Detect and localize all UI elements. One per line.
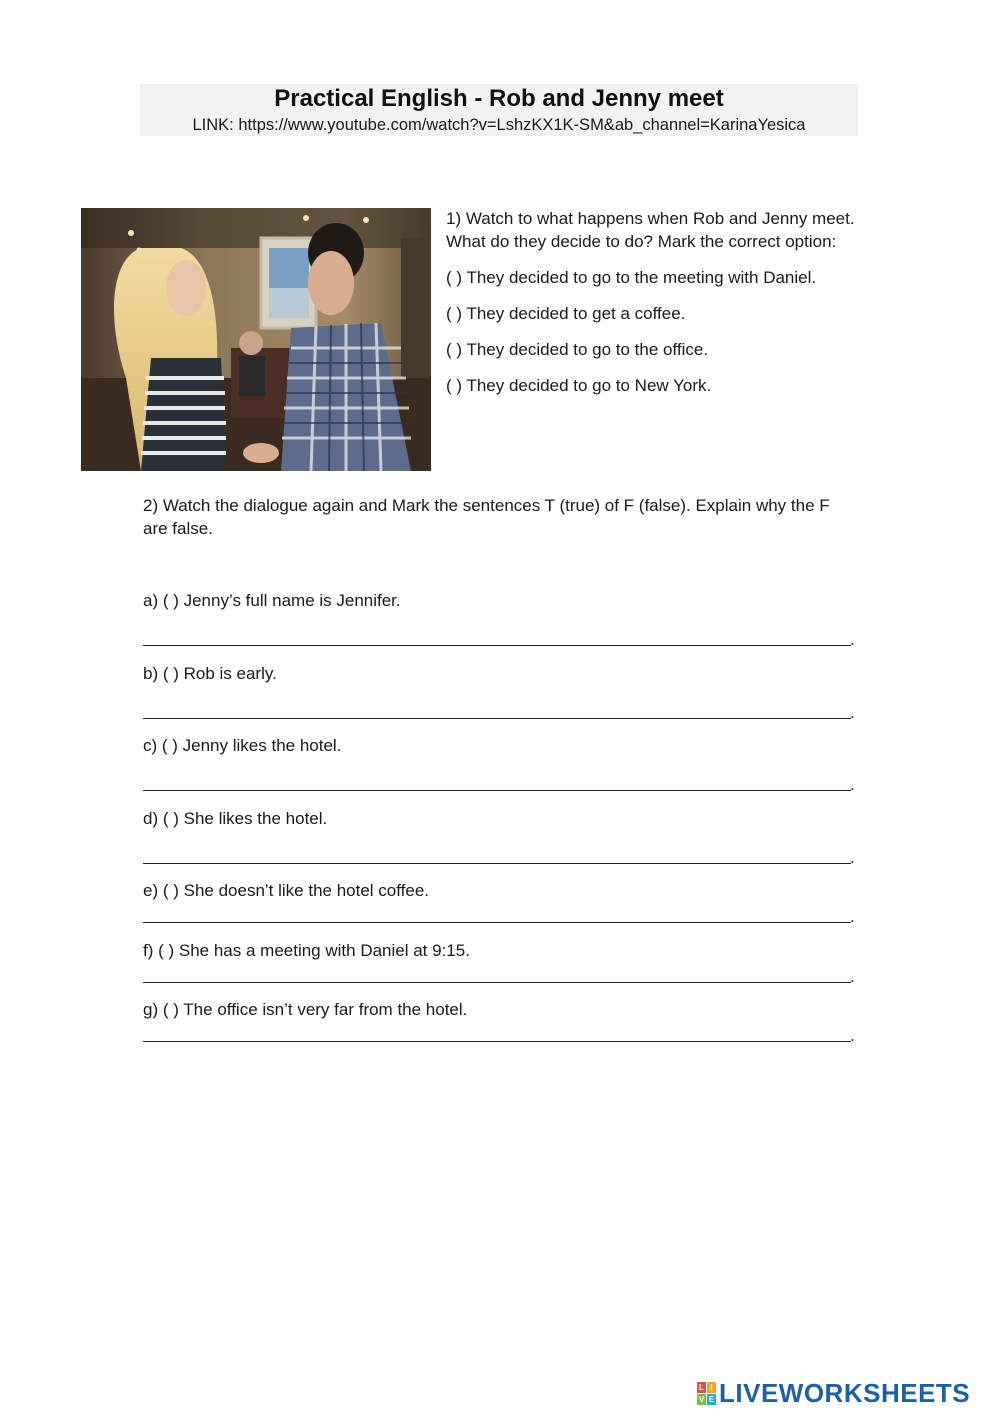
question-2-prompt: 2) Watch the dialogue again and Mark the sentences T (true) of F (false). Explain why the F are false. <box>143 496 830 538</box>
line-end: . <box>850 703 855 722</box>
line-end: . <box>850 1026 855 1045</box>
question-1 <box>446 207 858 410</box>
line-end: . <box>850 775 855 794</box>
answer-line-a[interactable] <box>143 645 851 646</box>
logo-text: LIVEWORKSHEETS <box>719 1377 971 1408</box>
question-1-option[interactable]: ( ) They decided to get a coffee. <box>446 304 686 323</box>
line-end: . <box>850 907 855 926</box>
answer-line-f[interactable] <box>143 982 851 983</box>
video-link[interactable]: LINK: https://www.youtube.com/watch?v=LshzKX1K-SM&ab_channel=KarinaYesica <box>192 116 806 134</box>
question-1-option[interactable]: ( ) They decided to go to the meeting with Daniel. <box>446 268 817 287</box>
line-end: . <box>850 967 855 986</box>
line-end: . <box>850 630 855 649</box>
statement-c[interactable]: c) ( ) Jenny likes the hotel. <box>143 736 342 755</box>
statement-f[interactable]: f) ( ) She has a meeting with Daniel at 9:15. <box>143 941 470 960</box>
answer-line-b[interactable] <box>143 718 851 719</box>
question-1-option[interactable]: ( ) They decided to go to New York. <box>446 376 712 395</box>
statement-b[interactable]: b) ( ) Rob is early. <box>143 664 277 683</box>
statement-a[interactable]: a) ( ) Jenny’s full name is Jennifer. <box>143 591 401 610</box>
liveworksheets-logo <box>697 1378 970 1408</box>
answer-line-e[interactable] <box>143 922 851 923</box>
question-1-prompt: 1) Watch to what happens when Rob and Jenny meet. What do they decide to do? Mark the correct option: <box>446 209 855 251</box>
logo-mark-tile: I <box>707 1382 716 1393</box>
statement-g[interactable]: g) ( ) The office isn’t very far from the hotel. <box>143 1000 468 1019</box>
answer-line-d[interactable] <box>143 863 851 864</box>
logo-mark-tile: L <box>697 1382 706 1393</box>
answer-line-g[interactable] <box>143 1041 851 1042</box>
statement-e[interactable]: e) ( ) She doesn’t like the hotel coffee. <box>143 881 430 900</box>
video-still-image <box>81 208 431 471</box>
logo-mark-tile: V <box>698 1394 705 1404</box>
statement-d[interactable]: d) ( ) She likes the hotel. <box>143 809 328 828</box>
answer-line-c[interactable] <box>143 790 851 791</box>
worksheet-header <box>140 84 858 136</box>
logo-mark-tile: E <box>708 1394 715 1404</box>
worksheet-title: Practical English - Rob and Jenny meet <box>274 85 724 112</box>
question-1-option[interactable]: ( ) They decided to go to the office. <box>446 340 709 359</box>
line-end: . <box>850 848 855 867</box>
logo-mark-icon <box>697 1382 716 1405</box>
